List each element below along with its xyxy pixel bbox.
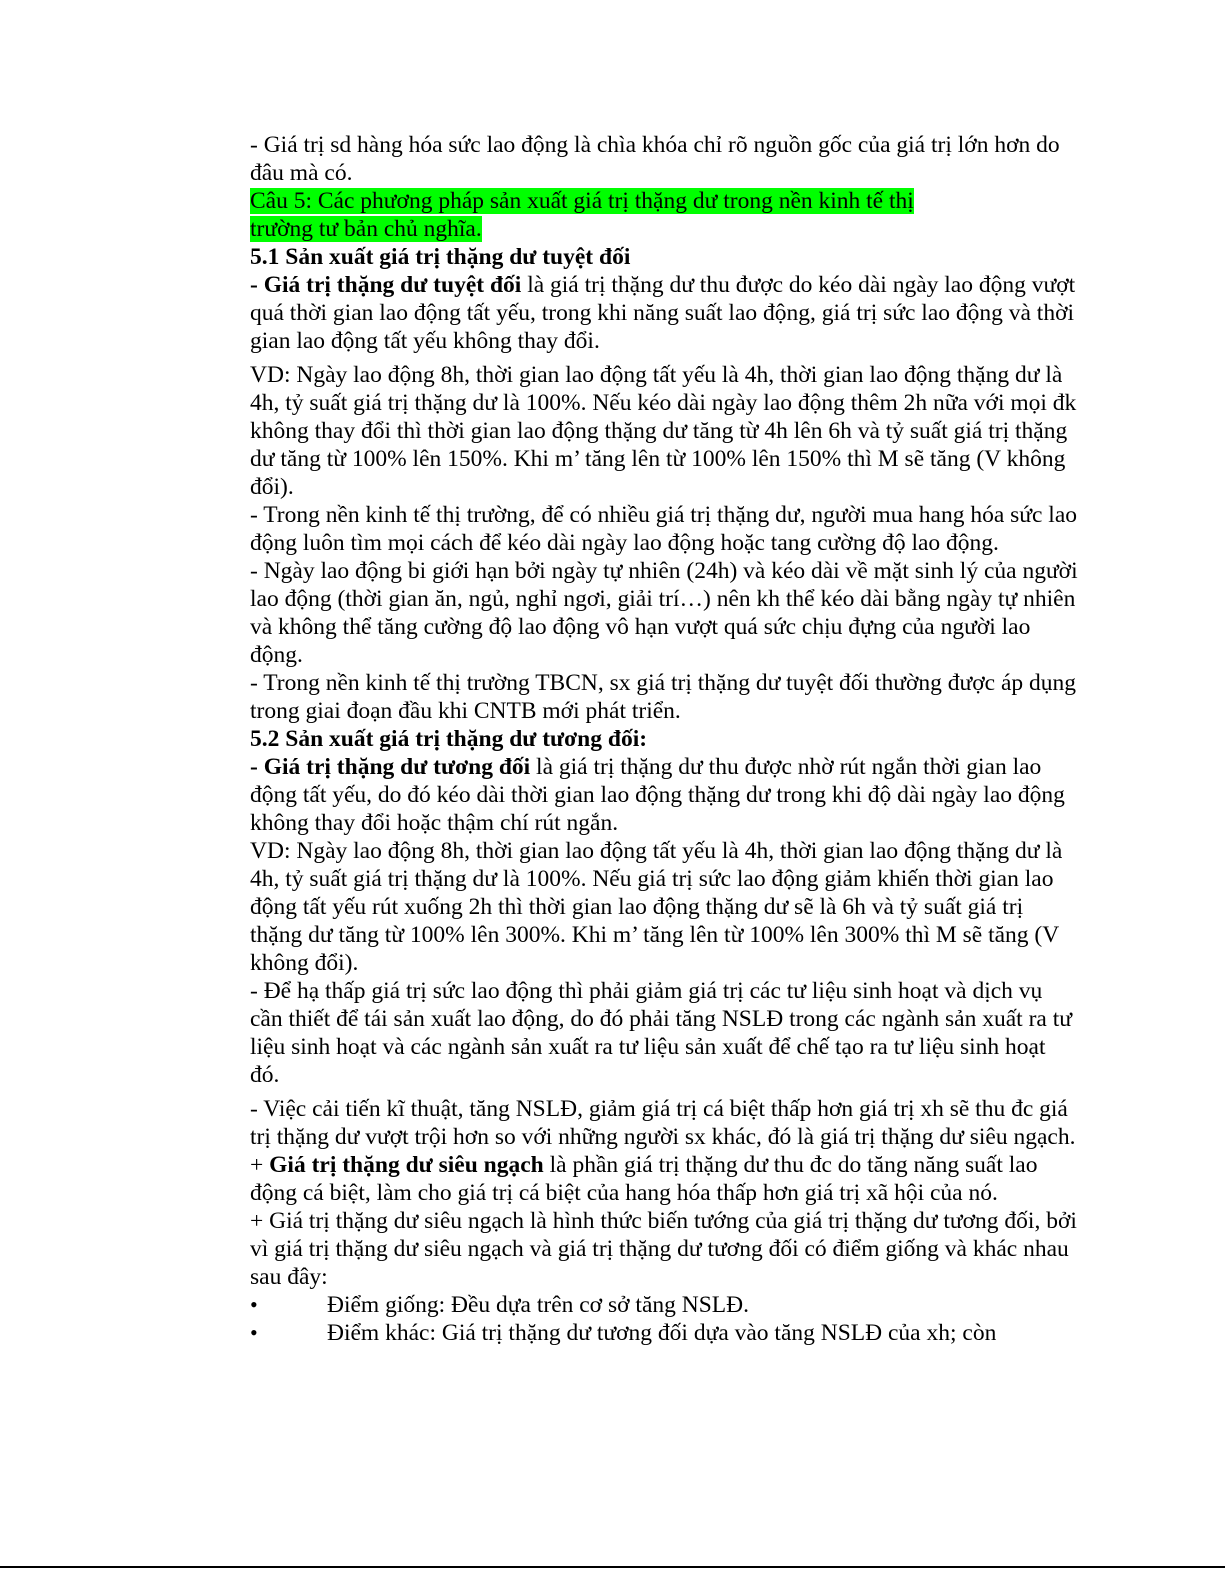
paragraph-super-surplus-definition bbox=[250, 1151, 1080, 1207]
term-absolute-surplus: - Giá trị thặng dư tuyệt đối bbox=[250, 272, 522, 298]
list-item bbox=[250, 1319, 1080, 1347]
paragraph-technical-improvement: - Việc cải tiến kĩ thuật, tăng NSLĐ, giảm giá trị cá biệt thấp hơn giá trị xh sẽ thu đc giá trị thặng dư vượt trội hơn so với những người sx khác, đó là giá trị thặng dư siêu ngạch. bbox=[250, 1096, 1076, 1150]
list-item bbox=[250, 1291, 1080, 1319]
term-super-surplus: Giá trị thặng dư siêu ngạch bbox=[269, 1152, 544, 1178]
section-5-1-heading: 5.1 Sản xuất giá trị thặng dư tuyệt đối bbox=[250, 244, 631, 270]
list-item-text: Điểm khác: Giá trị thặng dư tương đối dựa vào tăng NSLĐ của xh; còn bbox=[327, 1320, 997, 1346]
paragraph-use-value: - Giá trị sd hàng hóa sức lao động là chìa khóa chỉ rõ nguồn gốc của giá trị lớn hơn do đâu mà có. bbox=[250, 132, 1060, 186]
bullet-icon: • bbox=[250, 1320, 258, 1345]
definition-absolute-text: là giá trị thặng dư thu được do kéo dài ngày lao động vượt quá thời gian lao động tất yếu, trong khi năng suất lao động, giá trị sức lao động và thời gian lao động tất yếu không thay đổi. bbox=[250, 272, 1076, 354]
section-5-2-heading: 5.2 Sản xuất giá trị thặng dư tương đối: bbox=[250, 726, 648, 752]
paragraph-relative-definition bbox=[250, 753, 1080, 837]
plus-prefix: + bbox=[250, 1152, 270, 1178]
paragraph-lower-labor-value: - Để hạ thấp giá trị sức lao động thì phải giảm giá trị các tư liệu sinh hoạt và dịch vụ cần thiết để tái sản xuất lao động, do đó phải tăng NSLĐ trong các ngành sản xuất ra tư liệu sinh hoạt và các ngành sản xuất ra tư liệu sản xuất để chế tạo ra tư liệu sinh hoạt đó. bbox=[250, 978, 1072, 1088]
document-page bbox=[250, 131, 1080, 1347]
term-relative-surplus: - Giá trị thặng dư tương đối bbox=[250, 754, 531, 780]
question-5-heading bbox=[250, 187, 1080, 243]
definition-super-surplus-text: là phần giá trị thặng dư thu đc do tăng năng suất lao động cá biệt, làm cho giá trị cá biệt của hang hóa thấp hơn giá trị xã hội của nó. bbox=[250, 1152, 1038, 1206]
list-item-text: Điểm giống: Đều dựa trên cơ sở tăng NSLĐ. bbox=[327, 1292, 750, 1318]
bullet-icon: • bbox=[250, 1292, 258, 1317]
paragraph-absolute-definition bbox=[250, 271, 1080, 355]
question-5-line-2: trường tư bản chủ nghĩa. bbox=[250, 216, 482, 242]
paragraph-example-absolute: VD: Ngày lao động 8h, thời gian lao động tất yếu là 4h, thời gian lao động thặng dư là 4h, tỷ suất giá trị thặng dư là 100%. Nếu kéo dài ngày lao động thêm 2h nữa với mọi đk không thay đổi thì thời gian lao động thặng dư tăng từ 4h lên 6h và tỷ suất giá trị thặng dư tăng từ 100% lên 150%. Khi m’ tăng lên từ 100% lên 150% thì M sẽ tăng (V không đổi). bbox=[250, 362, 1077, 500]
paragraph-example-relative: VD: Ngày lao động 8h, thời gian lao động tất yếu là 4h, thời gian lao động thặng dư là 4h, tỷ suất giá trị thặng dư là 100%. Nếu giá trị sức lao động giảm khiến thời gian lao động tất yếu rút xuống 2h thì thời gian lao động thặng dư sẽ là 6h và tỷ suất giá trị thặng dư tăng từ 100% lên 300%. Khi m’ tăng lên từ 100% lên 300% thì M sẽ tăng (V không đổi). bbox=[250, 838, 1063, 976]
page-bottom-divider bbox=[0, 1566, 1225, 1568]
question-5-line-1: Câu 5: Các phương pháp sản xuất giá trị thặng dư trong nền kinh tế thị bbox=[250, 188, 914, 214]
paragraph-super-surplus-form: + Giá trị thặng dư siêu ngạch là hình thức biến tướng của giá trị thặng dư tương đối, bởi vì giá trị thặng dư siêu ngạch và giá trị thặng dư tương đối có điểm giống và khác nhau sau đây: bbox=[250, 1208, 1077, 1290]
paragraph-market-economy: - Trong nền kinh tế thị trường, để có nhiều giá trị thặng dư, người mua hang hóa sức lao động luôn tìm mọi cách để kéo dài ngày lao động hoặc tang cường độ lao động. bbox=[250, 502, 1078, 556]
paragraph-working-day-limit: - Ngày lao động bi giới hạn bởi ngày tự nhiên (24h) và kéo dài về mặt sinh lý của người lao động (thời gian ăn, ngủ, nghỉ ngơi, giải trí…) nên kh thể kéo dài bằng ngày tự nhiên và không thể tăng cường độ lao động vô hạn vượt quá sức chịu đựng của người lao động. bbox=[250, 558, 1078, 668]
paragraph-tbcn-stage: - Trong nền kinh tế thị trường TBCN, sx giá trị thặng dư tuyệt đối thường được áp dụng trong giai đoạn đầu khi CNTB mới phát triển. bbox=[250, 670, 1077, 724]
definition-relative-text: là giá trị thặng dư thu được nhờ rút ngắn thời gian lao động tất yếu, do đó kéo dài thời gian lao động thặng dư trong khi độ dài ngày lao động không thay đổi hoặc thậm chí rút ngắn. bbox=[250, 754, 1065, 836]
